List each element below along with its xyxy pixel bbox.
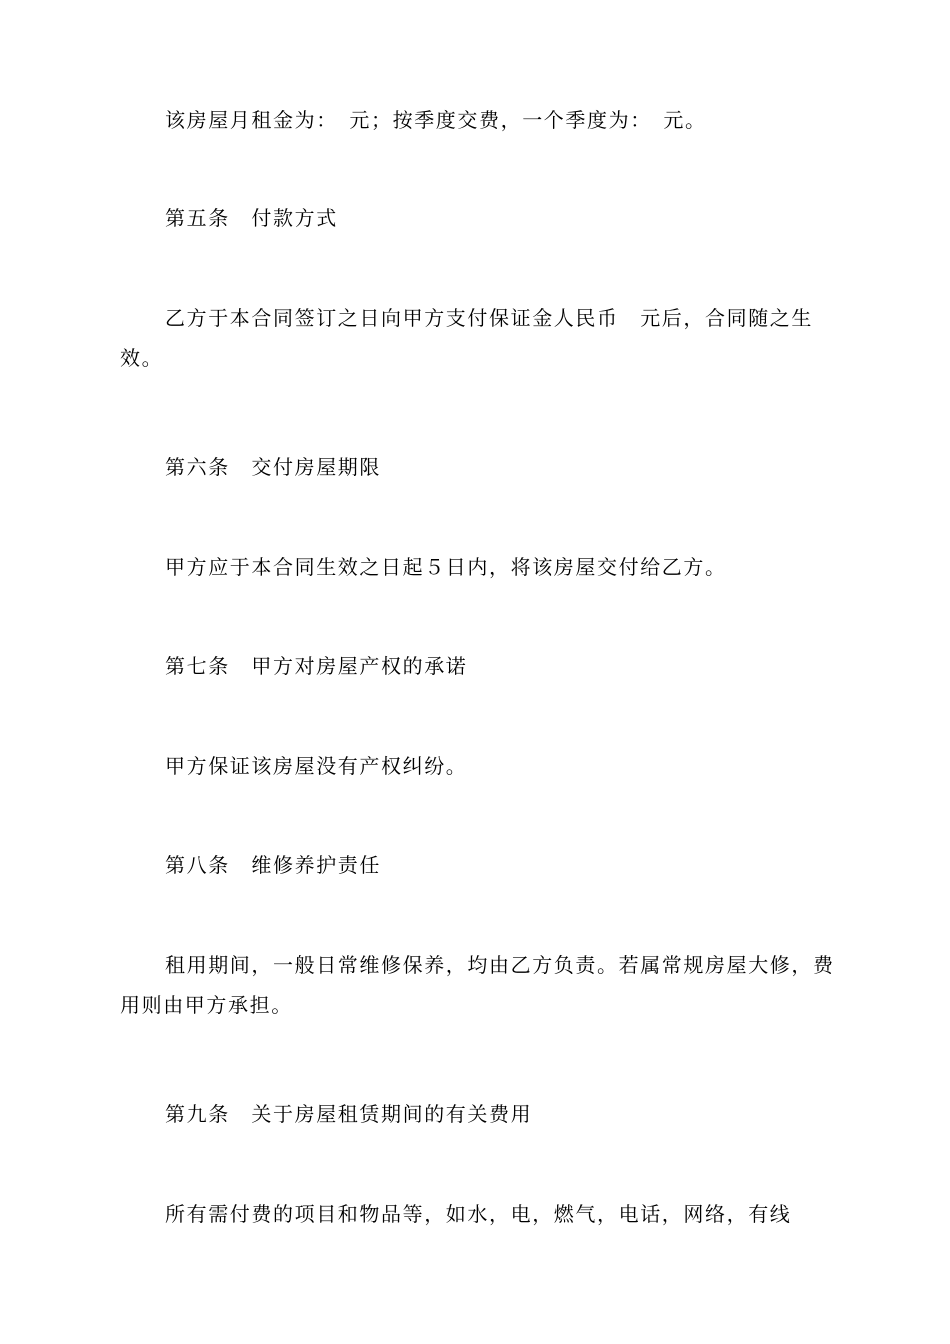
article-7-heading: 第七条 甲方对房屋产权的承诺 [165,654,468,678]
article-9-heading: 第九条 关于房屋租赁期间的有关费用 [165,1102,533,1126]
rent-amount-paragraph: 该房屋月租金为： 元；按季度交费，一个季度为： 元。 [165,108,707,132]
article-5-paragraph: 乙方于本合同签订之日向甲方支付保证金人民币 元后，合同随之生效。 [120,306,813,370]
article-8-heading: 第八条 维修养护责任 [165,853,381,877]
article-6-heading: 第六条 交付房屋期限 [165,455,381,479]
article-7-paragraph: 甲方保证该房屋没有产权纠纷。 [165,754,468,778]
article-8-paragraph: 租用期间，一般日常维修保养，均由乙方负责。若属常规房屋大修，费用则由甲方承担。 [120,953,835,1017]
article-6-paragraph: 甲方应于本合同生效之日起５日内，将该房屋交付给乙方。 [165,555,727,579]
article-9-paragraph: 所有需付费的项目和物品等，如水，电，燃气，电话，网络，有线 [165,1202,792,1226]
article-5-heading: 第五条 付款方式 [165,206,338,230]
